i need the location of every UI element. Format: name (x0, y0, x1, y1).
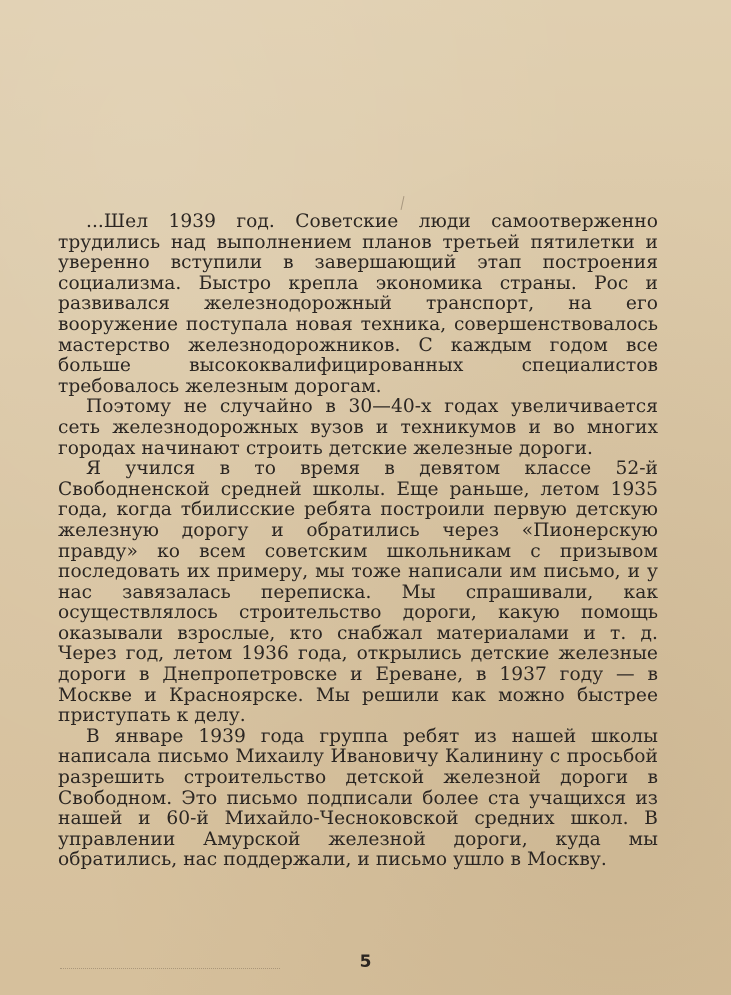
body-text (58, 212, 658, 871)
paragraph-4: В январе 1939 года группа ребят из нашей школы написала письмо Михаилу Ивановичу Калинину с просьбой разрешить строительство детской железной дороги в Свободном. Это письмо подписали более ста учащихся из нашей и 60-й Михайло-Чесноковской средних школ. В управлении Амурской железной дороги, куда мы обратились, нас поддержали, и письмо ушло в Москву. (58, 725, 658, 871)
paragraph-2: Поэтому не случайно в 30—40-х годах увеличивается сеть железнодорожных вузов и техникумов и во многих городах начинают строить детские железные дороги. (58, 396, 658, 459)
paragraph-3: Я учился в то время в девятом классе 52-й Свободненской средней школы. Еще раньше, летом 1935 года, когда тбилисские ребята построили первую детскую железную дорогу и обратились через «Пионерскую правду» ко всем советским школьникам с призывом последовать их примеру, мы тоже написали им письмо, и у нас завязалась переписка. Мы спрашивали, как осуществлялось строительство дороги, какую помощь оказывали взрослые, кто снабжал материалами и т. д. Через год, летом 1936 года, открылись детские железные дороги в Днепропетровске и Ереване, в 1937 году — в Москве и Красноярске. Мы решили как можно быстрее приступать к делу. (58, 458, 658, 727)
paragraph-1: ...Шел 1939 год. Советские люди самоотверженно трудились над выполнением планов третьей пятилетки и уверенно вступили в завершающий этап построения социализма. Быстро крепла экономика страны. Рос и развивался железнодорожный транспорт, на его вооружение поступала новая техника, совершенствовалось мастерство железнодорожников. С каждым годом все больше высококвалифицированных специалистов требовалось железным дорогам. (58, 211, 658, 397)
page-number: 5 (359, 952, 372, 972)
paper-scratch (401, 196, 405, 210)
